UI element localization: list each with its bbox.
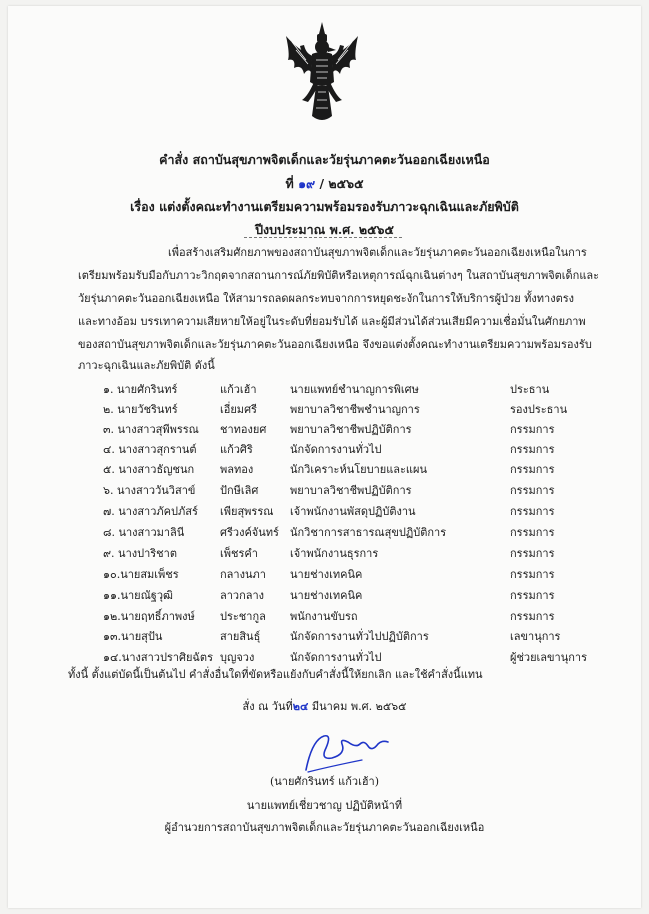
member-surname: แก้วศิริ — [220, 443, 253, 456]
member-position: พยาบาลวิชาชีพปฏิบัติการ — [290, 423, 412, 436]
member-role: กรรมการ — [510, 423, 555, 436]
paragraph-line: เพื่อสร้างเสริมศักยภาพของสถาบันสุขภาพจิตเด็กและวัยรุ่นภาคตะวันออกเฉียงเหนือในการ — [168, 246, 587, 259]
paragraph-line: ภาวะฉุกเฉินและภัยพิบัติ ดังนี้ — [78, 359, 215, 372]
member-row — [0, 523, 649, 541]
member-role: กรรมการ — [510, 610, 555, 623]
order-subject: เรื่อง แต่งตั้งคณะทำงานเตรียมความพร้อมรองรับภาวะฉุกเฉินและภัยพิบัติ — [130, 199, 519, 214]
order-number-handwritten: ๑๙ — [298, 176, 316, 191]
order-number-prefix: ที่ — [285, 176, 294, 191]
order-number — [0, 174, 649, 194]
member-row — [0, 380, 649, 398]
member-name: ๕. นางสาวธัญชนก — [103, 463, 195, 476]
member-name: ๗. นางสาวภัคปภัสร์ — [103, 505, 198, 518]
member-role: กรรมการ — [510, 568, 555, 581]
member-role: เลขานุการ — [510, 630, 561, 643]
member-role: รองประธาน — [510, 403, 568, 416]
member-position: นักจัดการงานทั่วไป — [290, 443, 382, 456]
member-role: กรรมการ — [510, 526, 555, 539]
paragraph-line: และทางอ้อม บรรเทาความเสียหายให้อยู่ในระดับที่ยอมรับได้ และผู้มีส่วนได้ส่วนเสียมีความเชื่อมั่นในศักยภาพ — [78, 315, 586, 328]
member-role: กรรมการ — [510, 443, 555, 456]
member-role: กรรมการ — [510, 547, 555, 560]
member-position: นักจัดการงานทั่วไปปฏิบัติการ — [290, 630, 429, 643]
member-name: ๑๑.นายณัฐวุฒิ — [103, 589, 173, 602]
member-position: นายช่างเทคนิค — [290, 589, 363, 602]
member-role: กรรมการ — [510, 484, 555, 497]
member-surname: ศรีวงค์จันทร์ — [220, 526, 279, 539]
member-position: นายช่างเทคนิค — [290, 568, 363, 581]
order-date-prefix: สั่ง ณ วันที่ — [242, 700, 293, 713]
member-row — [0, 481, 649, 499]
member-name: ๓. นางสาวสุพีพรรณ — [103, 423, 199, 436]
member-surname: ชาทองยศ — [220, 423, 267, 436]
member-name: ๑. นายศักรินทร์ — [103, 383, 178, 396]
member-surname: แก้วเฮ้า — [220, 383, 257, 396]
member-row — [0, 627, 649, 645]
member-role: กรรมการ — [510, 505, 555, 518]
member-surname: บุญจวง — [220, 651, 255, 664]
handwritten-signature — [302, 730, 392, 775]
member-row — [0, 544, 649, 562]
member-position: นายแพทย์ชำนาญการพิเศษ — [290, 383, 419, 396]
member-position: นักวิเคราะห์นโยบายและแผน — [290, 463, 427, 476]
member-row — [0, 502, 649, 520]
order-title: คำสั่ง สถาบันสุขภาพจิตเด็กและวัยรุ่นภาคตะวันออกเฉียงเหนือ — [159, 152, 490, 167]
closing-statement: ทั้งนี้ ตั้งแต่บัดนี้เป็นต้นไป คำสั่งอื่นใดที่ขัดหรือแย้งกับคำสั่งนี้ให้ยกเลิก และใช้คำสั่งนี้แทน — [68, 668, 483, 681]
paragraph-line: เตรียมพร้อมรับมือกับภาวะวิกฤตจากสถานการณ์ภัยพิบัติหรือเหตุการณ์ฉุกเฉินต่างๆ ในสถาบันสุขภาพจิตเด็กและ — [78, 269, 600, 282]
member-name: ๑๐.นายสมเพ็ชร — [103, 568, 179, 581]
member-name: ๔. นางสาวสุกรานต์ — [103, 443, 197, 456]
member-surname: เพ็ชรคำ — [220, 547, 258, 560]
member-row — [0, 460, 649, 478]
member-position: พยาบาลวิชาชีพปฏิบัติการ — [290, 484, 412, 497]
member-name: ๘. นางสาวมาลินี — [103, 526, 185, 539]
member-row — [0, 400, 649, 418]
member-surname: สายสินธุ์ — [220, 630, 261, 643]
member-name: ๑๒.นายฤทธิ์ภาพงษ์ — [103, 610, 195, 623]
member-position: เจ้าพนักงานพัสดุปฏิบัติงาน — [290, 505, 416, 518]
fiscal-year: ปีงบประมาณ พ.ศ. ๒๕๖๕ — [255, 222, 394, 237]
member-row — [0, 607, 649, 625]
member-row — [0, 648, 649, 666]
order-date-day-handwritten: ๒๔ — [292, 700, 309, 713]
member-surname: ประชากูล — [220, 610, 266, 623]
member-name: ๖. นางสาววันวิสาข์ — [103, 484, 196, 497]
header-divider — [244, 237, 402, 238]
member-role: ประธาน — [510, 383, 550, 396]
member-position: นักจัดการงานทั่วไป — [290, 651, 382, 664]
paragraph-line: วัยรุ่นภาคตะวันออกเฉียงเหนือ ให้สามารถลดผลกระทบจากการหยุดชะงักในการให้บริการผู้ป่วย ทั้งทางตรง — [78, 292, 575, 305]
member-position: พนักงานขับรถ — [290, 610, 358, 623]
member-row — [0, 420, 649, 438]
signatory-title: นายแพทย์เชี่ยวชาญ ปฏิบัติหน้าที่ — [246, 799, 403, 812]
order-date-suffix: มีนาคม พ.ศ. ๒๕๖๕ — [311, 700, 407, 713]
member-row — [0, 586, 649, 604]
member-surname: พลทอง — [220, 463, 254, 476]
signatory-position: ผู้อำนวยการสถาบันสุขภาพจิตเด็กและวัยรุ่นภาคตะวันออกเฉียงเหนือ — [164, 821, 485, 834]
member-role: กรรมการ — [510, 463, 555, 476]
member-position: เจ้าพนักงานธุรการ — [290, 547, 379, 560]
member-role: กรรมการ — [510, 589, 555, 602]
paragraph-line: ของสถาบันสุขภาพจิตเด็กและวัยรุ่นภาคตะวันออกเฉียงเหนือ จึงขอแต่งตั้งคณะทำงานเตรียมความพร้อมรองรับ — [78, 338, 592, 351]
member-surname: กลางนภา — [220, 568, 266, 581]
member-role: ผู้ช่วยเลขานุการ — [510, 651, 587, 664]
garuda-emblem-icon — [282, 20, 362, 125]
member-surname: ปักษีเลิศ — [220, 484, 259, 497]
member-surname: เพียสุพรรณ — [220, 505, 274, 518]
member-name: ๑๔.นางสาวปราศิยฉัตร — [103, 651, 213, 664]
order-number-year: / ๒๕๖๕ — [319, 176, 364, 191]
member-row — [0, 440, 649, 458]
member-surname: ลาวกลาง — [220, 589, 265, 602]
member-name: ๑๓.นายสุปัน — [103, 630, 163, 643]
signatory-name: (นายศักรินทร์ แก้วเฮ้า) — [269, 775, 380, 788]
member-position: พยาบาลวิชาชีพชำนาญการ — [290, 403, 420, 416]
member-position: นักวิชาการสาธารณสุขปฏิบัติการ — [290, 526, 447, 539]
member-surname: เอี่ยมศรี — [220, 403, 257, 416]
member-row — [0, 565, 649, 583]
order-date — [0, 697, 649, 715]
member-name: ๙. นางปาริชาต — [103, 547, 177, 560]
member-name: ๒. นายวัชรินทร์ — [103, 403, 178, 416]
